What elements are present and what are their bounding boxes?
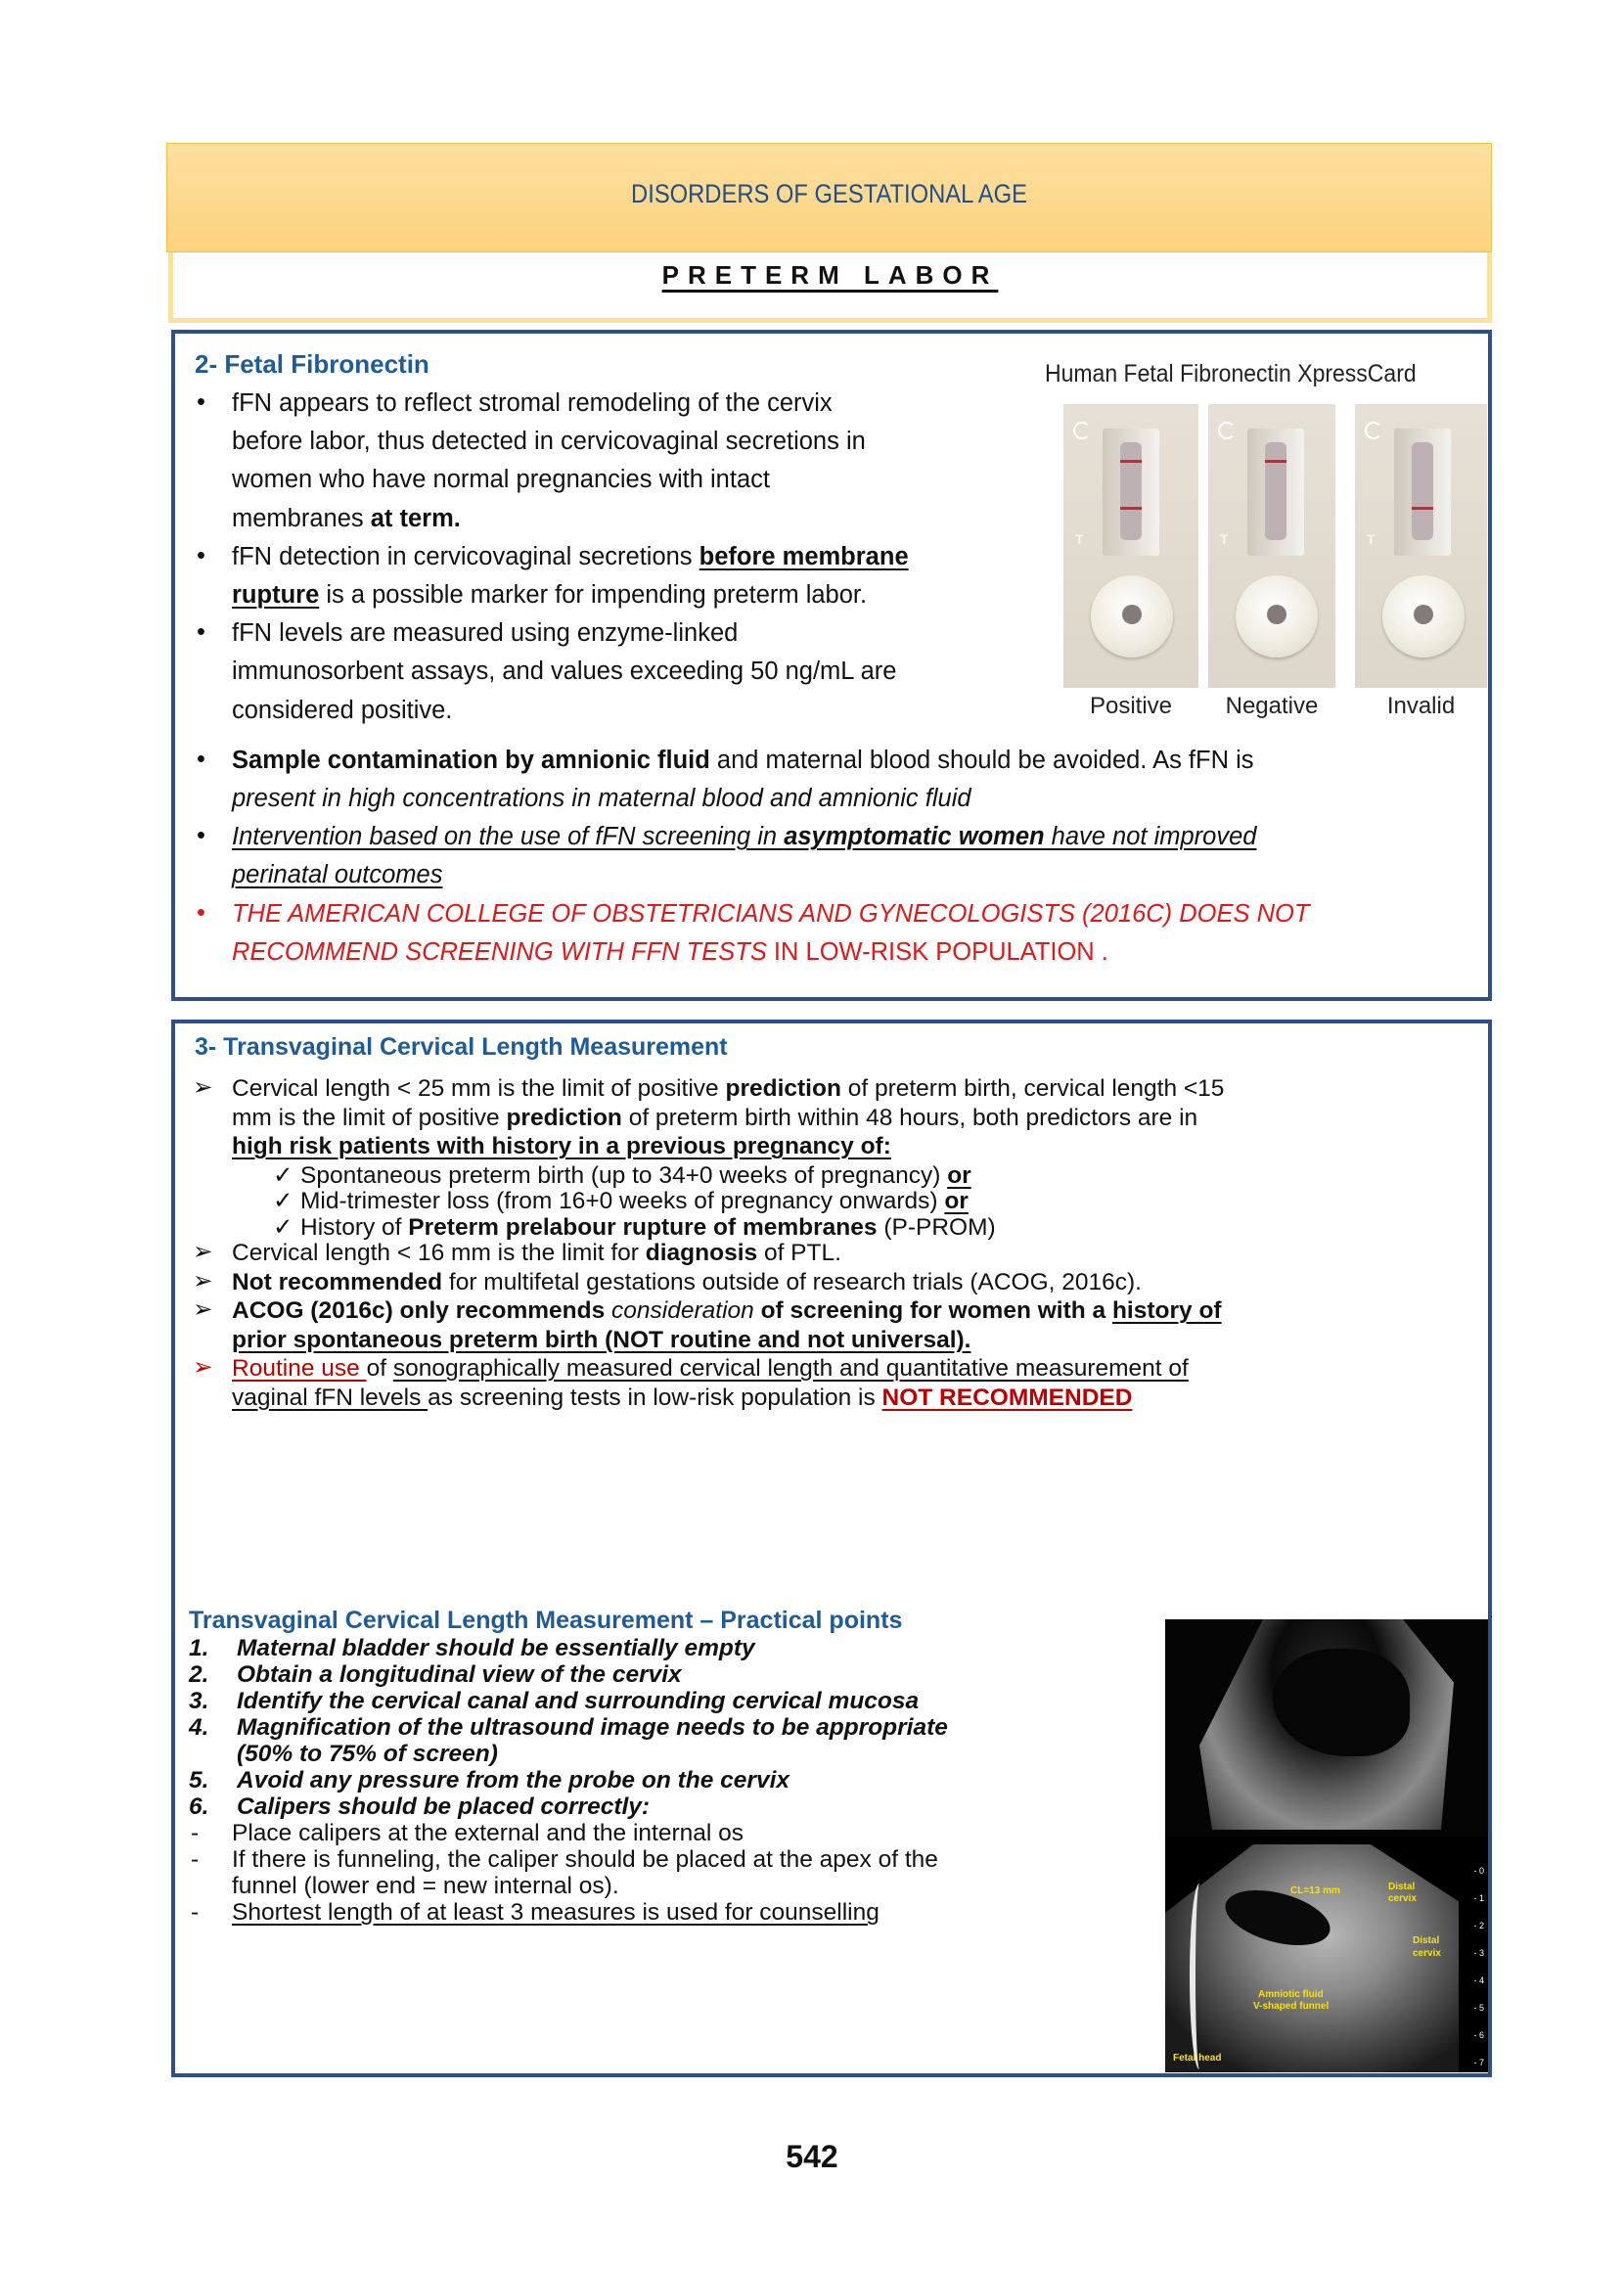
cervical-length-point-line: Not recommended for multifetal gestations outside of research trials (ACOG, 2016c). — [232, 1268, 1142, 1295]
risk-history-item: History of Preterm prelabour rupture of membranes (P-PROM) — [300, 1213, 996, 1241]
fibronectin-bullet-line: before labor, thus detected in cervicovaginal secretions in — [232, 428, 866, 456]
fibronectin-bullet-line: membranes at term. — [232, 504, 461, 532]
fibronectin-bullet-line: immunosorbent assays, and values exceeding 50 ng/mL are — [232, 658, 897, 686]
check-icon: ✓ — [273, 1213, 293, 1241]
depth-tick: - 7 — [1473, 2058, 1484, 2067]
sample-well — [1091, 575, 1173, 658]
card-label: Positive — [1089, 693, 1173, 719]
practical-points-heading: Transvaginal Cervical Length Measurement – Practical points — [189, 1607, 903, 1634]
risk-history-item: Mid-trimester loss (from 16+0 weeks of pregnancy onwards) or — [300, 1188, 969, 1214]
cervical-length-point-line: Cervical length < 25 mm is the limit of positive prediction of preterm birth, cervical length <15 — [232, 1075, 1225, 1102]
cervical-length-point-line: Cervical length < 16 mm is the limit for diagnosis of PTL. — [232, 1240, 841, 1266]
fibronectin-bullet-line: Intervention based on the use of fFN screening in asymptomatic women have not improved — [232, 823, 1257, 851]
dash-bullet-icon: - — [191, 1820, 200, 1846]
depth-tick: - 3 — [1473, 1948, 1484, 1958]
arrow-bullet-icon: ➢ — [193, 1239, 213, 1265]
ultrasound-top-image — [1165, 1619, 1488, 1837]
depth-tick: - 4 — [1473, 1975, 1484, 1985]
chapter-header-band — [166, 143, 1492, 252]
step-number: 6. — [189, 1793, 209, 1820]
practical-step-text: Magnification of the ultrasound image needs to be appropriate — [237, 1714, 948, 1741]
cervical-length-heading: 3- Transvaginal Cervical Length Measurement — [195, 1033, 728, 1061]
practical-step-text: Obtain a longitudinal view of the cervix — [237, 1661, 682, 1688]
cl-measure-label: CL=13 mm — [1290, 1885, 1340, 1896]
fibronectin-bullet-line: rupture is a possible marker for impending preterm labor. — [232, 581, 868, 609]
chapter-title: DISORDERS OF GESTATIONAL AGE — [631, 179, 1027, 208]
dash-bullet-icon: - — [191, 1899, 200, 1926]
bullet-icon: • — [197, 388, 205, 416]
fibronectin-bullet-line: Sample contamination by amnionic fluid and maternal blood should be avoided. As fFN is — [232, 746, 1254, 774]
step-number: 1. — [189, 1635, 209, 1661]
fibronectin-bullet-line: fFN appears to reflect stromal remodeling of the cervix — [232, 389, 833, 417]
cervical-length-point-line: prior spontaneous preterm birth (NOT routine and not universal). — [232, 1326, 971, 1353]
practical-step-text: (50% to 75% of screen) — [237, 1741, 498, 1767]
caliper-placement-text: funnel (lower end = new internal os). — [232, 1873, 619, 1899]
figure-caption: Human Fetal Fibronectin XpressCard — [1045, 360, 1417, 387]
cervical-length-point-line: vaginal fFN levels as screening tests in low-risk population is NOT RECOMMENDED — [232, 1384, 1133, 1411]
step-number: 5. — [189, 1767, 209, 1793]
bullet-icon: • — [197, 822, 205, 850]
page-number: 542 — [786, 2139, 838, 2174]
step-number: 3. — [189, 1688, 209, 1714]
practical-step-text: Avoid any pressure from the probe on the cervix — [237, 1767, 790, 1793]
card-label: Invalid — [1386, 693, 1456, 719]
depth-tick: - 6 — [1473, 2030, 1484, 2040]
check-icon: ✓ — [273, 1188, 293, 1214]
depth-tick: - 5 — [1473, 2003, 1484, 2013]
test-mark-icon: T — [1367, 531, 1376, 547]
test-card-invalid — [1355, 404, 1487, 688]
bullet-icon: • — [197, 745, 205, 773]
section-subheader — [168, 252, 1492, 323]
funnel-label: Amniotic fluid — [1258, 1989, 1324, 2000]
practical-step-text: Identify the cervical canal and surrounding cervical mucosa — [237, 1688, 920, 1714]
bullet-icon: • — [197, 898, 205, 927]
caliper-placement-text: If there is funneling, the caliper should be placed at the apex of the — [232, 1846, 938, 1873]
fibronectin-bullet-line: present in high concentrations in maternal blood and amnionic fluid — [232, 785, 971, 812]
section-title: PRETERM LABOR — [661, 260, 999, 290]
control-mark-icon — [1218, 422, 1236, 439]
depth-tick: - 1 — [1473, 1893, 1484, 1903]
cervical-length-point-line: ACOG (2016c) only recommends consideration of screening for women with a history of — [232, 1297, 1222, 1324]
fibronectin-heading: 2- Fetal Fibronectin — [195, 349, 429, 379]
fibronectin-bullet-line: fFN detection in cervicovaginal secretions before membrane — [232, 542, 909, 570]
depth-tick: - 2 — [1473, 1921, 1484, 1930]
risk-history-item: Spontaneous preterm birth (up to 34+0 weeks of pregnancy) or — [300, 1161, 971, 1189]
bullet-icon: • — [197, 541, 205, 569]
test-card-positive — [1063, 404, 1198, 688]
test-card-negative — [1208, 404, 1335, 688]
sample-well — [1236, 575, 1318, 658]
practical-step-text: Calipers should be placed correctly: — [237, 1793, 651, 1820]
check-icon: ✓ — [273, 1161, 293, 1189]
cervical-length-point-line: mm is the limit of positive prediction of preterm birth within 48 hours, both predictors are in — [232, 1104, 1198, 1131]
sample-well — [1382, 575, 1465, 658]
cervical-length-point-line: high risk patients with history in a previous pregnancy of: — [232, 1133, 891, 1159]
result-window — [1103, 429, 1159, 556]
distal-cervix-label-1: Distal — [1388, 1882, 1416, 1892]
arrow-bullet-icon: ➢ — [193, 1296, 213, 1323]
depth-tick: - 0 — [1473, 1866, 1484, 1876]
result-window — [1394, 429, 1451, 556]
card-label: Negative — [1225, 693, 1319, 719]
step-number: 4. — [189, 1714, 209, 1741]
arrow-bullet-icon: ➢ — [193, 1074, 213, 1101]
cervical-length-point-line: Routine use of sonographically measured cervical length and quantitative measurement of — [232, 1355, 1189, 1382]
result-window — [1247, 429, 1304, 556]
dash-bullet-icon: - — [191, 1846, 200, 1873]
ultrasound-bottom-image: CL=13 mm Distal cervix Distal cervix Amniotic fluid V-shaped funnel Fetal head — [1165, 1844, 1488, 2072]
arrow-bullet-icon: ➢ — [193, 1354, 213, 1381]
control-mark-icon — [1365, 422, 1382, 439]
fibronectin-bullet-line: considered positive. — [232, 696, 453, 724]
caliper-placement-text: Place calipers at the external and the internal os — [232, 1820, 744, 1846]
step-number: 2. — [189, 1661, 209, 1688]
ultrasound-figure — [1165, 1619, 1488, 2072]
arrow-bullet-icon: ➢ — [193, 1267, 213, 1294]
practical-step-text: Maternal bladder should be essentially empty — [237, 1635, 755, 1661]
fibronectin-bullet-line: THE AMERICAN COLLEGE OF OBSTETRICIANS AND GYNECOLOGISTS (2016C) DOES NOT — [232, 899, 1310, 928]
test-mark-icon: T — [1220, 531, 1229, 547]
fibronectin-xpresscard-figure — [1045, 360, 1487, 722]
fetal-head-label: Fetal head — [1173, 2053, 1222, 2064]
fibronectin-bullet-line: RECOMMEND SCREENING WITH FFN TESTS IN LOW-RISK POPULATION . — [232, 937, 1108, 966]
control-mark-icon — [1073, 422, 1091, 439]
fibronectin-bullet-line: perinatal outcomes — [232, 861, 443, 889]
bullet-icon: • — [197, 618, 205, 647]
caliper-placement-text: Shortest length of at least 3 measures is used for counselling — [232, 1899, 880, 1926]
fibronectin-bullet-line: fFN levels are measured using enzyme-linked — [232, 619, 739, 648]
fibronectin-bullet-line: women who have normal pregnancies with intact — [232, 466, 770, 494]
distal-cervix-label-2: Distal — [1413, 1935, 1440, 1946]
test-mark-icon: T — [1075, 531, 1084, 547]
